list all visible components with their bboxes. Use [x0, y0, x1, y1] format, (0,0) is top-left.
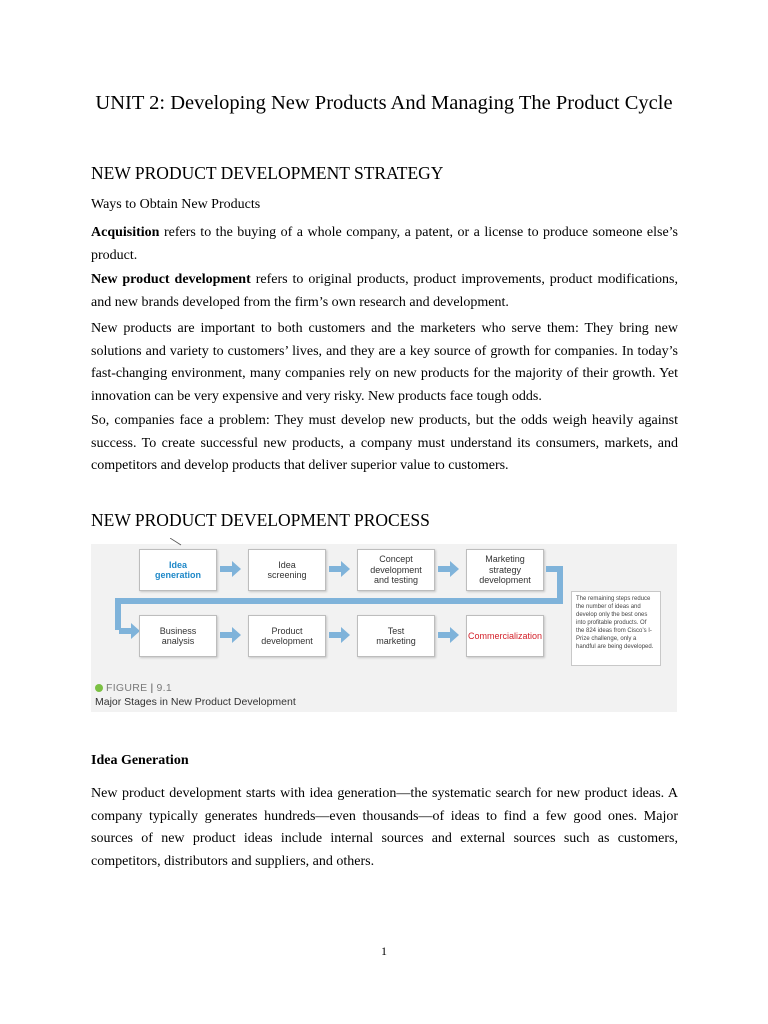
subsection-heading-idea-generation: Idea Generation: [91, 753, 189, 768]
figure-number: 9.1: [156, 682, 172, 694]
acquisition-definition: refers to the buying of a whole company, a patent, or a license to produce someone else’s product.: [91, 225, 678, 263]
page-title: UNIT 2: Developing New Products And Managing The Product Cycle: [95, 92, 673, 114]
figure-word: FIGURE: [106, 682, 148, 694]
paragraph-idea-generation: New product development starts with idea generation—the systematic search for new product ideas. A company typically generates hundreds—even thousands—of ideas to find a few good ones. Major sources of new product ideas include internal sources and external sources such as customers, competitors, distributors and suppliers, and others.: [91, 786, 678, 869]
arrow-right-icon: [438, 560, 460, 578]
arrow-right-icon: [438, 626, 460, 644]
term-npd: New product development: [91, 272, 251, 287]
arrow-right-icon: [220, 560, 242, 578]
section-heading-process: NEW PRODUCT DEVELOPMENT PROCESS: [91, 510, 430, 530]
npd-definition: refers to original products, product improvements, product modifications, and new brands developed from the firm’s own research and development.: [91, 272, 678, 310]
page-number: 1: [381, 944, 387, 958]
pointer-line-icon: [170, 538, 182, 546]
stage-marketing-strategy: Marketing strategy development: [466, 549, 544, 591]
connector-line: [115, 598, 563, 604]
npd-figure: [91, 544, 677, 712]
stage-idea-screening: Idea screening: [248, 549, 326, 591]
arrow-right-icon: [329, 626, 351, 644]
bullet-dot-icon: [95, 684, 103, 692]
arrow-right-icon: [220, 626, 242, 644]
subheading-ways: Ways to Obtain New Products: [91, 197, 261, 212]
paragraph-npd: [91, 269, 678, 314]
stage-business-analysis: Business analysis: [139, 615, 217, 657]
stage-test-marketing: Test marketing: [357, 615, 435, 657]
figure-label: [95, 682, 172, 694]
paragraph-acquisition: [91, 222, 678, 267]
stage-concept-testing: Concept development and testing: [357, 549, 435, 591]
stage-commercialization: Commercialization: [466, 615, 544, 657]
paragraph-problem: So, companies face a problem: They must develop new products, but the odds weigh heavily against success. To create successful new products, a company must understand its consumers, markets, and competitors and develop products that deliver superior value to customers.: [91, 413, 678, 473]
section-heading-strategy: NEW PRODUCT DEVELOPMENT STRATEGY: [91, 163, 444, 183]
arrow-right-icon: [329, 560, 351, 578]
figure-caption: Major Stages in New Product Development: [95, 696, 296, 708]
paragraph-importance: New products are important to both customers and the marketers who serve them: They bring new solutions and variety to customers’ lives, and they are a key source of growth for companies. In today’s fast-changing environment, many companies rely on new products for the majority of their growth. Yet innovation can be very expensive and very risky. New products face tough odds.: [91, 321, 678, 404]
figure-note: The remaining steps reduce the number of ideas and develop only the best ones into profitable products. Of the 824 ideas from Cisco’s I-Prize challenge, only a handful are being developed.: [571, 591, 661, 666]
term-acquisition: Acquisition: [91, 225, 160, 240]
stage-idea-generation: Idea generation: [139, 549, 217, 591]
stage-product-development: Product development: [248, 615, 326, 657]
separator-bar-icon: |: [150, 682, 154, 694]
arrow-right-icon: [119, 622, 141, 640]
